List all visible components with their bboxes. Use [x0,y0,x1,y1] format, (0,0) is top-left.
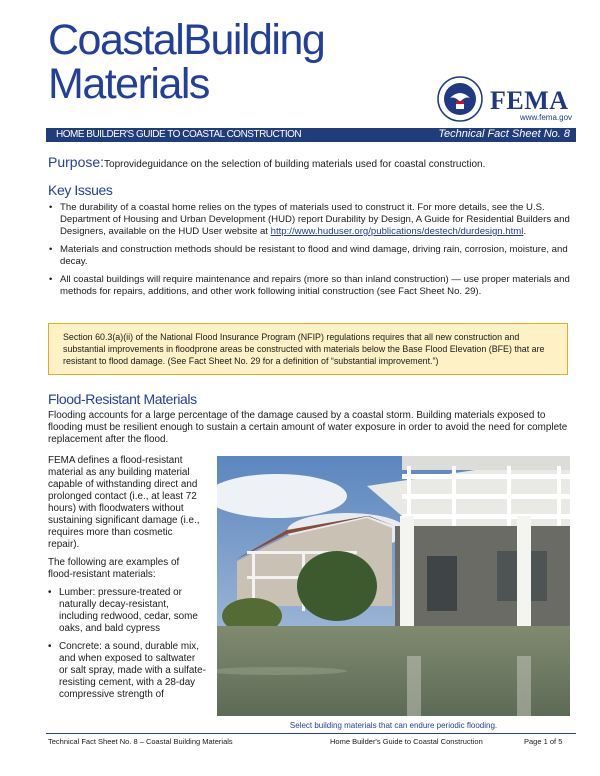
flood-resistant-heading: Flood-Resistant Materials [48,391,197,407]
examples-list [48,587,206,701]
list-item: • Concrete: a sound, durable mix, and when exposed to saltwater or salt spray, made with a sulfate-resisting cement, with a 28-day compressive strength of [48,641,206,701]
series-label: HOME BUILDER'S GUIDE TO COASTAL CONSTRUCTION [56,129,302,140]
purpose-statement [48,154,485,170]
definition-paragraph: FEMA defines a flood-resistant material as any building material capable of withstanding direct and prolonged contact (i.e., at least 72 hours) with floodwaters without sustaining significant damage (i.e., requires more than cosmetic repair). [48,455,200,550]
title-line-1: CoastalBuilding [48,16,325,64]
purpose-text: Toprovideguidance on the selection of building materials used for coastal construction. [104,159,486,170]
key-issues-heading: Key Issues [48,182,113,198]
flood-intro-paragraph: Flooding accounts for a large percentage of the damage caused by a coastal storm. Building materials exposed to flooding must be resilient enough to sustain a certain amount of water exposure in order to avoid the need for complete replacement after the flood. [48,410,568,445]
callout-text: Section 60.3(a)(ii) of the National Flood Insurance Program (NFIP) regulations requires that all new construction and substantial improvements in floodprone areas be constructed with materials below the Base Flood Elevation (BFE) that are resistant to flood damage. (See Fact Sheet No. 29 for a definition of “substantial improvement.”) [63,332,545,366]
list-item: • The durability of a coastal home relies on the types of materials used to construct it. For more details, see the U.S. Department of Housing and Urban Development (HUD) report Durability by Design, A Guide for Residential Builders and Designers, available on the HUD User website at http://www.huduser.org/publications/destech/durdesign.html. [48,202,576,238]
list-item: • Materials and construction methods should be resistant to flood and wind damage, driving rain, corrosion, moisture, and decay. [48,244,576,268]
footer-left: Technical Fact Sheet No. 8 – Coastal Building Materials [48,737,233,746]
footer-divider [46,733,576,734]
huduser-link[interactable]: http://www.huduser.org/publications/destech/durdesign.html [270,226,524,237]
title-line-2: Materials [48,60,209,108]
footer-page-number: Page 1 of 5 [524,737,563,746]
page-title [48,18,324,106]
purpose-label: Purpose: [48,154,105,170]
nfip-callout [48,323,568,375]
flooded-houses-photo [217,456,570,716]
fema-url: www.fema.gov [520,113,573,122]
left-column [48,455,206,707]
dhs-seal-icon [437,76,483,122]
examples-intro: The following are examples of flood-resistant materials: [48,557,180,580]
footer-center: Home Builder's Guide to Coastal Construction [330,737,483,746]
list-item: • All coastal buildings will require maintenance and repairs (more so than inland construction) — use proper materials and methods for repairs, additions, and other work following initial construction (see Fact Sheet No. 29). [48,274,576,298]
list-item: • Lumber: pressure-treated or naturally decay-resistant, including redwood, cedar, some oaks, and bald cypress [48,587,206,635]
fema-logo: FEMA [490,86,569,115]
fact-sheet-number: Technical Fact Sheet No. 8 [438,128,570,140]
key-issues-list [48,202,576,304]
photo-caption: Select building materials that can endure periodic flooding. [289,721,498,730]
header-bar [46,128,576,142]
